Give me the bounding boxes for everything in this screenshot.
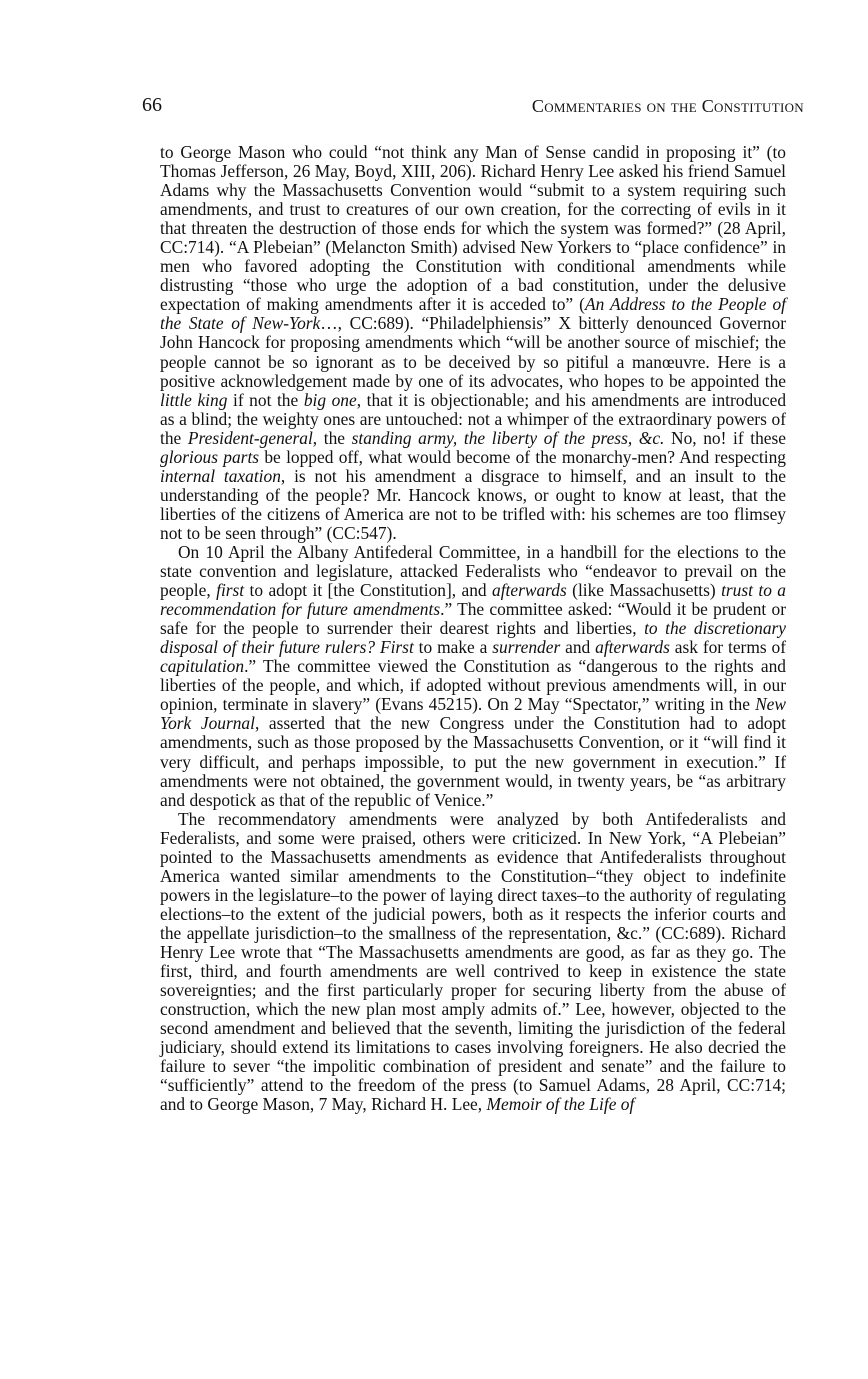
italic-run: Memoir of the Life of [486,1094,635,1115]
text-run: On 10 April the Albany Antifederal Committee, in a handbill for the elections to the state convention and legislature, attacked Federalists who “endeavor to prevail on the people, [160,541,786,601]
text-run: .” The committee viewed the Constitution as “dangerous to the rights and liberties of the people, and which, if adopted without previous amendments will, in our opinion, terminate in slavery” (Evans 45215). On 2 May “Spectator,” writing in the [160,656,786,715]
italic-run: little king [160,389,228,410]
text-run: No, no! if these [664,427,787,448]
text-run: ask for terms of [669,637,787,658]
italic-run: afterwards [595,637,670,658]
italic-run: New York Journal [160,694,786,734]
page-number: 66 [142,94,162,116]
text-run: , asserted that the new Congress under the Constitution had to adopt amendments, such as those proposed by the Massachusetts Convention, or it “will find it very difficult, and perhaps impossible, to put the new government in execution.” If amendments were not obtained, the government would, in twenty years, be “as arbitrary and despotick as that of the republic of Venice.” [160,713,786,810]
text-run: to George Mason who could “not think any Man of Sense candid in proposing it” (to Thomas Jefferson, 26 May, Boyd, XIII, 206). Richard Henry Lee asked his friend Samuel Adams why the Massachusetts Convention would “submit to a system requiring such amendments, and trust to creatures of our own creation, for the correcting of evils in it that threaten the destruction of those ends for which the system was formed?” (28 April, CC:714). “A Plebeian” (Melancton Smith) advised New Yorkers to “place confidence” in men who favored adopting the Constitution with conditional amendments while distrusting “those who urge the adoption of a bad constitution, under the delusive expectation of making amendments after it is acceded to” ( [160,142,786,315]
page-header [142,94,804,122]
italic-run: An Address to the People of the State of New-York [160,294,786,334]
italic-run: first [216,580,245,601]
paragraph [160,143,786,543]
text-run: if not the [227,389,304,410]
text-run: be lopped off, what would become of the monarchy-men? And respecting [259,446,786,467]
italic-run: President-general [187,427,313,448]
text-run: to make a [413,637,493,658]
text-run: to adopt it [the Constitution], and [244,580,493,601]
italic-run: glorious parts [160,446,260,467]
text-run: The recommendatory amendments were analyzed by both Antifederalists and Federalists, and some were praised, others were criticized. In New York, “A Plebeian” pointed to the Massachusetts amendments as evidence that Antifederalists throughout America wanted similar amendments to the Constitution–“they object to indefinite powers in the legislature–to the power of laying direct taxes–to the authority of regulating elections–to the extent of the judicial powers, both as it respects the inferior courts and the appellate jurisdiction–to the smallness of the representation, &c.” (CC:689). Richard Henry Lee wrote that “The Massachusetts amendments are good, as far as they go. The first, third, and fourth amendments are well contrived to keep in existence the state sovereignties; and the first particularly proper for securing liberty from the abuse of construction, which the new plan most amply admits of.” Lee, however, objected to the second amendment and believed that the seventh, limiting the jurisdiction of the federal judiciary, should extend its limitations to cases involving foreigners. He also decried the failure to sever “the impolitic combination of president and senate” and the failure to “sufficiently” attend to the freedom of the press (to Samuel Adams, 28 April, CC:714; and to George Mason, 7 May, Richard H. Lee, [160,808,786,1115]
italic-run: afterwards [492,580,567,601]
paragraph [160,810,786,1115]
paragraph [160,543,786,810]
italic-run: capitulation [160,656,245,677]
body-text [160,143,786,1114]
text-run: …, CC:689). “Philadelphiensis” X bitterly denounced Governor John Hancock for proposing amendments which “will be another source of mischief; the people cannot be so ignorant as to be deceived by so pitiful a manœuvre. Here is a positive acknowledgement made by one of its advocates, who hopes to be appointed the [160,313,786,391]
running-head: Commentaries on the Constitution [531,96,804,116]
text-run: and [560,637,596,658]
italic-run: trust to a recommendation for future amendments [160,580,786,620]
italic-run: big one [303,389,357,410]
text-run: .” The committee asked: “Would it be prudent or safe for the people to surrender their dearest rights and liberties, [160,599,786,639]
text-run: (like Massachusetts) [566,580,722,601]
italic-run: internal taxation [160,465,281,486]
italic-run: to the discretionary disposal of their future rulers? First [160,618,786,658]
text-run: , that it is objectionable; and his amendments are introduced as a blind; the weighty ones are untouched: not a whimper of the extraordinary powers of the [160,389,787,448]
text-run: , the [312,427,352,448]
italic-run: surrender [492,637,561,658]
italic-run: standing army, the liberty of the press, &c. [351,427,665,448]
text-run: , is not his amendment a disgrace to himself, and an insult to the understanding of the people? Mr. Hancock knows, or ought to know at least, that the liberties of the citizens of America are not to be trifled with: his schemes are too flimsey not to be seen through” (CC:547). [160,465,786,543]
